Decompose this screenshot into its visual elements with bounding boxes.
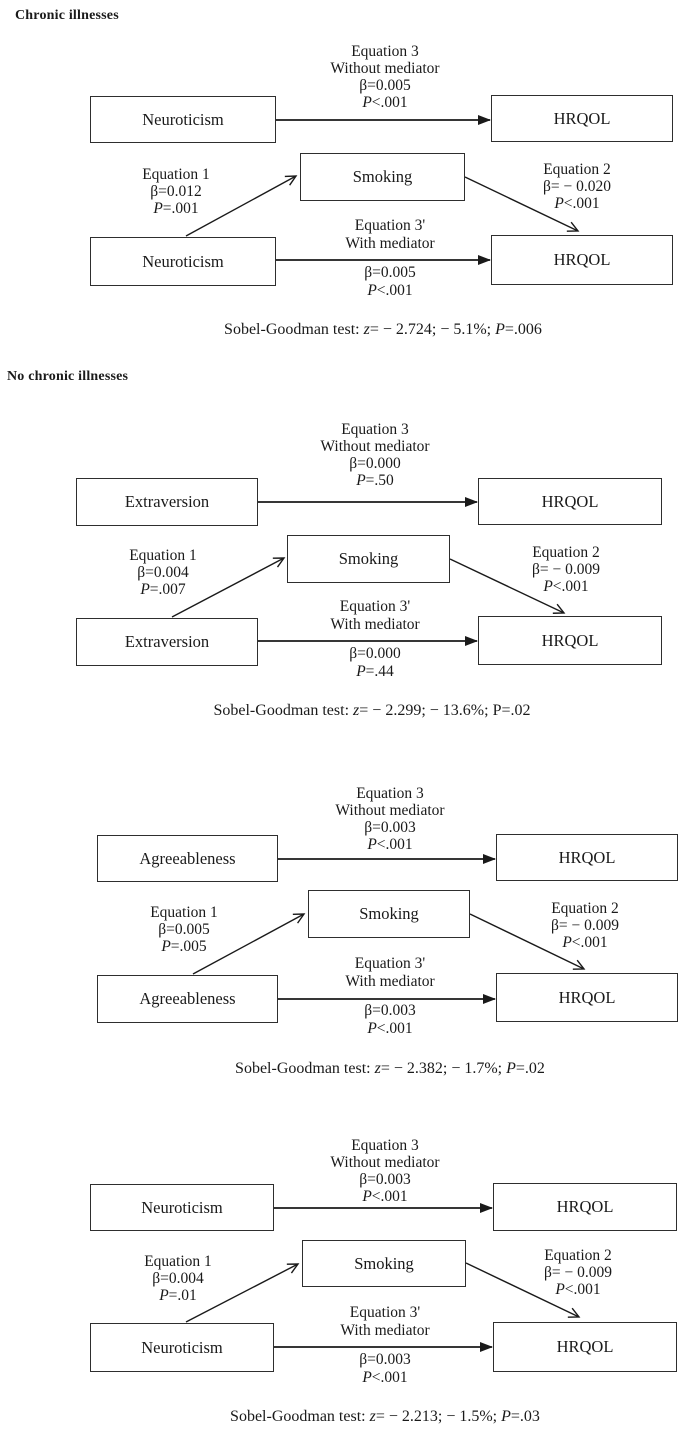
- p-symbol: P: [356, 663, 366, 680]
- p-value: <.001: [376, 836, 413, 853]
- p-symbol: P: [140, 581, 150, 598]
- p-value: =.02: [501, 702, 531, 719]
- z-symbol: z: [363, 321, 370, 338]
- equation3-beta: β=0.003: [364, 819, 416, 836]
- predictor-label: Neuroticism: [141, 1197, 223, 1217]
- equation1-title: Equation 1: [129, 547, 197, 564]
- equation3-subtitle: Without mediator: [320, 438, 430, 455]
- p-value: =.01: [168, 1287, 197, 1304]
- predictor-label: Neuroticism: [142, 251, 224, 271]
- mediator-label: Smoking: [359, 904, 419, 923]
- equation1-beta: β=0.005: [158, 921, 210, 938]
- equation1-title: Equation 1: [142, 166, 210, 183]
- predictor-box-bottom: [90, 1323, 274, 1372]
- mediator-label: Smoking: [354, 1253, 414, 1273]
- p-value: =.007: [149, 581, 186, 598]
- p-value: <.001: [571, 934, 608, 951]
- z-symbol: z: [353, 702, 360, 719]
- equation3-prime-subtitle: With mediator: [330, 615, 420, 633]
- equation2-block: [503, 1247, 653, 1298]
- p-value: =.005: [170, 938, 207, 955]
- p-value: <.001: [564, 1281, 601, 1298]
- predictor-label: Agreeableness: [139, 848, 236, 868]
- mediator-label: Smoking: [352, 167, 413, 186]
- equation3-prime-title: Equation 3': [354, 955, 426, 972]
- outcome-box-bottom: [493, 1322, 677, 1372]
- p-symbol: P: [492, 702, 502, 719]
- p-value: <.001: [376, 1020, 413, 1037]
- equation3-beta: β=0.000: [349, 455, 401, 472]
- sobel-prefix: Sobel-Goodman test:: [230, 1408, 370, 1425]
- equation3-prime-stats: [305, 1351, 465, 1387]
- p-symbol: P: [555, 1281, 565, 1298]
- sobel-stats: = − 2.213; − 1.5%;: [375, 1408, 502, 1425]
- panel-header: Chronic illnesses: [15, 8, 119, 23]
- equation3-prime-block: [285, 1304, 485, 1339]
- p-symbol: P: [501, 1408, 511, 1425]
- sobel-prefix: Sobel-Goodman test:: [224, 321, 364, 338]
- p-value: <.001: [371, 1369, 408, 1386]
- equation3-pvalue: [275, 1188, 495, 1205]
- outcome-label: HRQOL: [558, 987, 616, 1007]
- equation2-title: Equation 2: [544, 1247, 612, 1264]
- equation3-prime-subtitle: With mediator: [345, 234, 435, 252]
- equation3-title: Equation 3: [356, 785, 424, 802]
- p-symbol: P: [562, 934, 572, 951]
- equation1-block: [103, 1253, 253, 1304]
- sobel-prefix: Sobel-Goodman test:: [213, 702, 354, 719]
- predictor-label: Neuroticism: [142, 109, 224, 129]
- equation1-beta: β=0.004: [137, 564, 189, 581]
- p-value: <.001: [371, 1188, 408, 1205]
- equation3-subtitle: Without mediator: [335, 802, 445, 819]
- p-value: <.001: [552, 578, 589, 595]
- sobel-prefix: Sobel-Goodman test:: [235, 1060, 375, 1077]
- z-symbol: z: [369, 1408, 376, 1425]
- predictor-label: Agreeableness: [139, 989, 236, 1008]
- p-value: =.03: [510, 1408, 540, 1425]
- equation2-title: Equation 2: [543, 161, 611, 178]
- equation3-title: Equation 3: [351, 43, 419, 60]
- p-value: =.006: [504, 321, 542, 338]
- equation2-beta: β= − 0.020: [543, 178, 611, 195]
- equation1-title: Equation 1: [150, 904, 218, 921]
- p-symbol: P: [367, 836, 377, 853]
- p-value: =.02: [515, 1060, 545, 1077]
- equation2-beta: β= − 0.009: [544, 1264, 612, 1281]
- equation1-beta: β=0.012: [150, 183, 202, 200]
- equation3-prime-beta: β=0.005: [364, 264, 416, 281]
- p-symbol: P: [543, 578, 553, 595]
- equation3-prime-title: Equation 3': [349, 1304, 421, 1321]
- equation3-title: Equation 3: [351, 1137, 419, 1154]
- equation2-pvalue: [503, 1281, 653, 1298]
- p-value: =.44: [365, 663, 394, 680]
- p-value: =.50: [365, 472, 394, 489]
- p-symbol: P: [367, 1020, 377, 1037]
- equation1-beta: β=0.004: [152, 1270, 204, 1287]
- p-symbol: P: [159, 1287, 169, 1304]
- equation3-prime-beta: β=0.000: [349, 645, 401, 662]
- outcome-label: HRQOL: [553, 108, 611, 128]
- p-value: <.001: [371, 94, 408, 111]
- equation3-prime-beta: β=0.003: [359, 1351, 411, 1368]
- sobel-stats: = − 2.299; − 13.6%;: [359, 702, 493, 719]
- equation3-prime-title: Equation 3': [354, 217, 426, 234]
- equation2-beta: β= − 0.009: [551, 917, 619, 934]
- p-symbol: P: [367, 282, 377, 299]
- outcome-label: HRQOL: [558, 847, 616, 867]
- predictor-label: Extraversion: [124, 492, 210, 511]
- p-value: =.001: [162, 200, 199, 217]
- outcome-label: HRQOL: [556, 1197, 614, 1216]
- p-value: <.001: [563, 195, 600, 212]
- equation3-title: Equation 3: [341, 421, 409, 438]
- p-symbol: P: [495, 321, 505, 338]
- p-symbol: P: [362, 1369, 372, 1386]
- z-symbol: z: [374, 1060, 381, 1077]
- equation3-prime-subtitle: With mediator: [340, 1321, 430, 1339]
- p-symbol: P: [506, 1060, 516, 1077]
- outcome-label: HRQOL: [541, 491, 599, 511]
- mediator-label: Smoking: [338, 549, 399, 568]
- equation3-block: [275, 1137, 495, 1205]
- equation1-pvalue: [103, 1287, 253, 1304]
- equation3-prime-title: Equation 3': [339, 598, 411, 615]
- p-symbol: P: [362, 1188, 372, 1205]
- equation3-prime-pvalue: [305, 1369, 465, 1387]
- outcome-label: HRQOL: [556, 1337, 614, 1356]
- equation3-beta: β=0.005: [359, 77, 411, 94]
- p-value: <.001: [376, 282, 413, 299]
- equation3-beta: β=0.003: [359, 1171, 411, 1188]
- p-symbol: P: [554, 195, 564, 212]
- predictor-box-top: [90, 1184, 274, 1231]
- p-symbol: P: [362, 94, 372, 111]
- equation3-prime-beta: β=0.003: [364, 1002, 416, 1019]
- predictor-label: Neuroticism: [141, 1337, 223, 1357]
- equation3-subtitle: Without mediator: [330, 60, 440, 77]
- equation3-prime-subtitle: With mediator: [345, 972, 435, 990]
- equation2-title: Equation 2: [532, 544, 600, 561]
- equation2-title: Equation 2: [551, 900, 619, 917]
- p-symbol: P: [356, 472, 366, 489]
- p-symbol: P: [153, 200, 163, 217]
- equation2-beta: β= − 0.009: [532, 561, 600, 578]
- outcome-label: HRQOL: [553, 250, 611, 269]
- outcome-box-top: [493, 1183, 677, 1231]
- panel-header: No chronic illnesses: [7, 369, 129, 384]
- mediator-box: [302, 1240, 466, 1287]
- sobel-stats: = − 2.382; − 1.7%;: [380, 1060, 507, 1077]
- equation1-title: Equation 1: [144, 1253, 212, 1270]
- sobel-test-result: [185, 1408, 585, 1426]
- outcome-label: HRQOL: [541, 630, 599, 650]
- p-symbol: P: [161, 938, 171, 955]
- predictor-label: Extraversion: [124, 632, 210, 651]
- sobel-stats: = − 2.724; − 5.1%;: [369, 321, 496, 338]
- equation3-subtitle: Without mediator: [330, 1154, 440, 1171]
